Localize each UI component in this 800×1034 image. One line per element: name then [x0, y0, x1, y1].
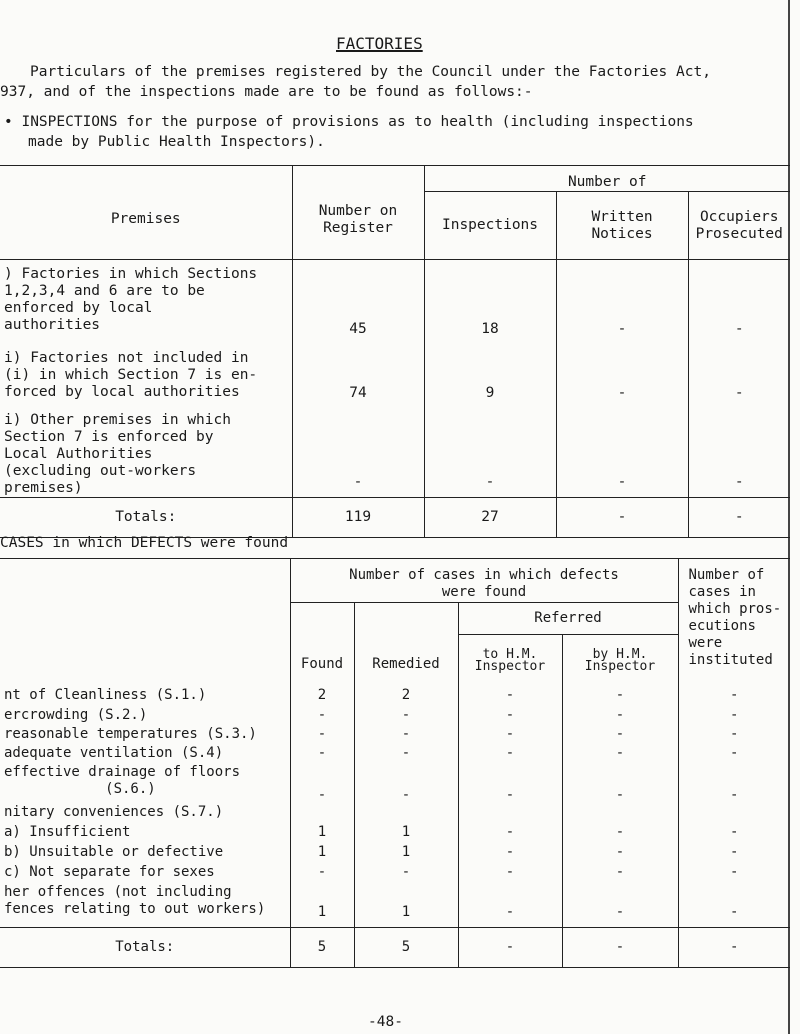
cell-remedied: 1: [354, 844, 458, 864]
cell-to: -: [458, 726, 562, 745]
col-premises: Premises: [110, 211, 181, 227]
defects-group-header: Number of cases in which defects were found: [349, 567, 619, 600]
col-prosecuted: Occupiers Prosecuted: [695, 208, 783, 242]
row-label: i) Factories not included in (i) in which Section 7 is en- forced by local authorities: [4, 349, 258, 400]
cell-register: -: [292, 402, 424, 498]
row-label: c) Not separate for sexes: [4, 863, 215, 880]
defects-table: [0, 558, 790, 968]
col-to-hm-inspector: to H.M. Inspector: [474, 646, 546, 674]
table-row: [0, 260, 790, 338]
cell-pros: -: [678, 844, 790, 864]
cell-to: -: [458, 864, 562, 884]
cell-remedied: 1: [354, 824, 458, 844]
cell-notices: -: [556, 260, 688, 338]
cell-by: -: [562, 745, 678, 764]
total-register: 119: [292, 498, 424, 538]
cell-pros: -: [678, 764, 790, 804]
page-title: FACTORIES: [336, 34, 423, 53]
cell-remedied: 1: [354, 884, 458, 928]
totals-row: [0, 928, 790, 968]
intro-line-1: Particulars of the premises registered by the Council under the Factories Act,: [30, 64, 711, 80]
cell-by: -: [562, 864, 678, 884]
cell-pros: [678, 804, 790, 824]
table-row: [0, 402, 790, 498]
row-label: a) Insufficient: [4, 823, 131, 840]
cell-pros: -: [678, 864, 790, 884]
totals-label: Totals:: [115, 939, 175, 955]
cell-inspections: 9: [424, 338, 556, 402]
cell-found: 2: [290, 687, 354, 707]
total-remedied: 5: [354, 928, 458, 968]
cell-found: -: [290, 745, 354, 764]
table-row: [0, 707, 790, 726]
table-row: [0, 338, 790, 402]
table-row: [0, 726, 790, 745]
cell-pros: -: [678, 745, 790, 764]
cell-remedied: -: [354, 764, 458, 804]
cell-to: -: [458, 745, 562, 764]
number-of-header: Number of: [567, 174, 647, 190]
cell-by: -: [562, 764, 678, 804]
cell-inspections: -: [424, 402, 556, 498]
cell-to: [458, 804, 562, 824]
col-prosecutions: Number of cases in which pros- ecutions were instituted: [688, 567, 782, 668]
total-notices: -: [556, 498, 688, 538]
table-row: [0, 844, 790, 864]
cell-by: -: [562, 726, 678, 745]
cell-remedied: -: [354, 707, 458, 726]
row-label: her offences (not including fences relating to out workers): [4, 883, 266, 917]
totals-label: Totals:: [115, 509, 177, 525]
cell-prosecuted: -: [688, 338, 790, 402]
total-by: -: [562, 928, 678, 968]
cell-by: -: [562, 687, 678, 707]
table-row: [0, 745, 790, 764]
col-found: Found: [300, 655, 344, 672]
cell-found: -: [290, 726, 354, 745]
cell-to: -: [458, 764, 562, 804]
cell-to: -: [458, 844, 562, 864]
cell-found: -: [290, 707, 354, 726]
cell-pros: -: [678, 707, 790, 726]
cell-remedied: -: [354, 745, 458, 764]
cell-register: 74: [292, 338, 424, 402]
row-label: i) Other premises in which Section 7 is enforced by Local Authorities (excluding out-workers premises): [4, 411, 231, 496]
cell-to: -: [458, 824, 562, 844]
col-remedied: Remedied: [372, 655, 440, 672]
cell-register: 45: [292, 260, 424, 338]
intro-line-3: • INSPECTIONS for the purpose of provisions as to health (including inspections: [4, 114, 694, 130]
cell-prosecuted: -: [688, 260, 790, 338]
cell-to: -: [458, 707, 562, 726]
cases-heading: CASES in which DEFECTS were found: [0, 535, 289, 551]
cell-found: 1: [290, 884, 354, 928]
col-register: Number on Register: [318, 202, 398, 236]
row-label: nt of Cleanliness (S.1.): [4, 686, 207, 703]
total-to: -: [458, 928, 562, 968]
cell-notices: -: [556, 402, 688, 498]
cell-prosecuted: -: [688, 402, 790, 498]
cell-found: -: [290, 764, 354, 804]
total-prosecuted: -: [688, 498, 790, 538]
cell-to: -: [458, 687, 562, 707]
table-row: [0, 764, 790, 804]
inspections-table: [0, 165, 790, 538]
row-label: ) Factories in which Sections 1,2,3,4 and 6 are to be enforced by local authorities: [4, 266, 258, 333]
intro-line-4: made by Public Health Inspectors).: [28, 134, 325, 150]
totals-row: [0, 498, 790, 538]
row-label: adequate ventilation (S.4): [4, 744, 224, 761]
cell-by: -: [562, 884, 678, 928]
cell-remedied: [354, 804, 458, 824]
cell-pros: -: [678, 726, 790, 745]
cell-found: 1: [290, 844, 354, 864]
cell-by: -: [562, 707, 678, 726]
table-row: [0, 687, 790, 707]
total-found: 5: [290, 928, 354, 968]
cell-notices: -: [556, 338, 688, 402]
cell-inspections: 18: [424, 260, 556, 338]
cell-remedied: -: [354, 726, 458, 745]
cell-pros: -: [678, 687, 790, 707]
col-inspections: Inspections: [441, 217, 539, 233]
total-pros: -: [678, 928, 790, 968]
table-row: [0, 824, 790, 844]
row-label: effective drainage of floors (S.6.): [4, 763, 241, 797]
table-row: [0, 884, 790, 928]
cell-remedied: 2: [354, 687, 458, 707]
col-notices: Written Notices: [591, 208, 653, 242]
cell-by: -: [562, 824, 678, 844]
row-label: b) Unsuitable or defective: [4, 843, 224, 860]
row-label: nitary conveniences (S.7.): [4, 803, 224, 820]
cell-found: 1: [290, 824, 354, 844]
cell-remedied: -: [354, 864, 458, 884]
referred-header: Referred: [534, 610, 602, 626]
cell-pros: -: [678, 884, 790, 928]
table-row: [0, 864, 790, 884]
cell-by: -: [562, 844, 678, 864]
cell-found: [290, 804, 354, 824]
cell-found: -: [290, 864, 354, 884]
cell-by: [562, 804, 678, 824]
table-row: [0, 804, 790, 824]
row-label: reasonable temperatures (S.3.): [4, 725, 257, 742]
col-by-hm-inspector: by H.M. Inspector: [584, 646, 656, 674]
cell-pros: -: [678, 824, 790, 844]
cell-to: -: [458, 884, 562, 928]
row-label: ercrowding (S.2.): [4, 706, 148, 723]
total-inspections: 27: [424, 498, 556, 538]
page-number: -48-: [368, 1014, 403, 1030]
intro-line-2: 937, and of the inspections made are to be found as follows:-: [0, 84, 533, 100]
